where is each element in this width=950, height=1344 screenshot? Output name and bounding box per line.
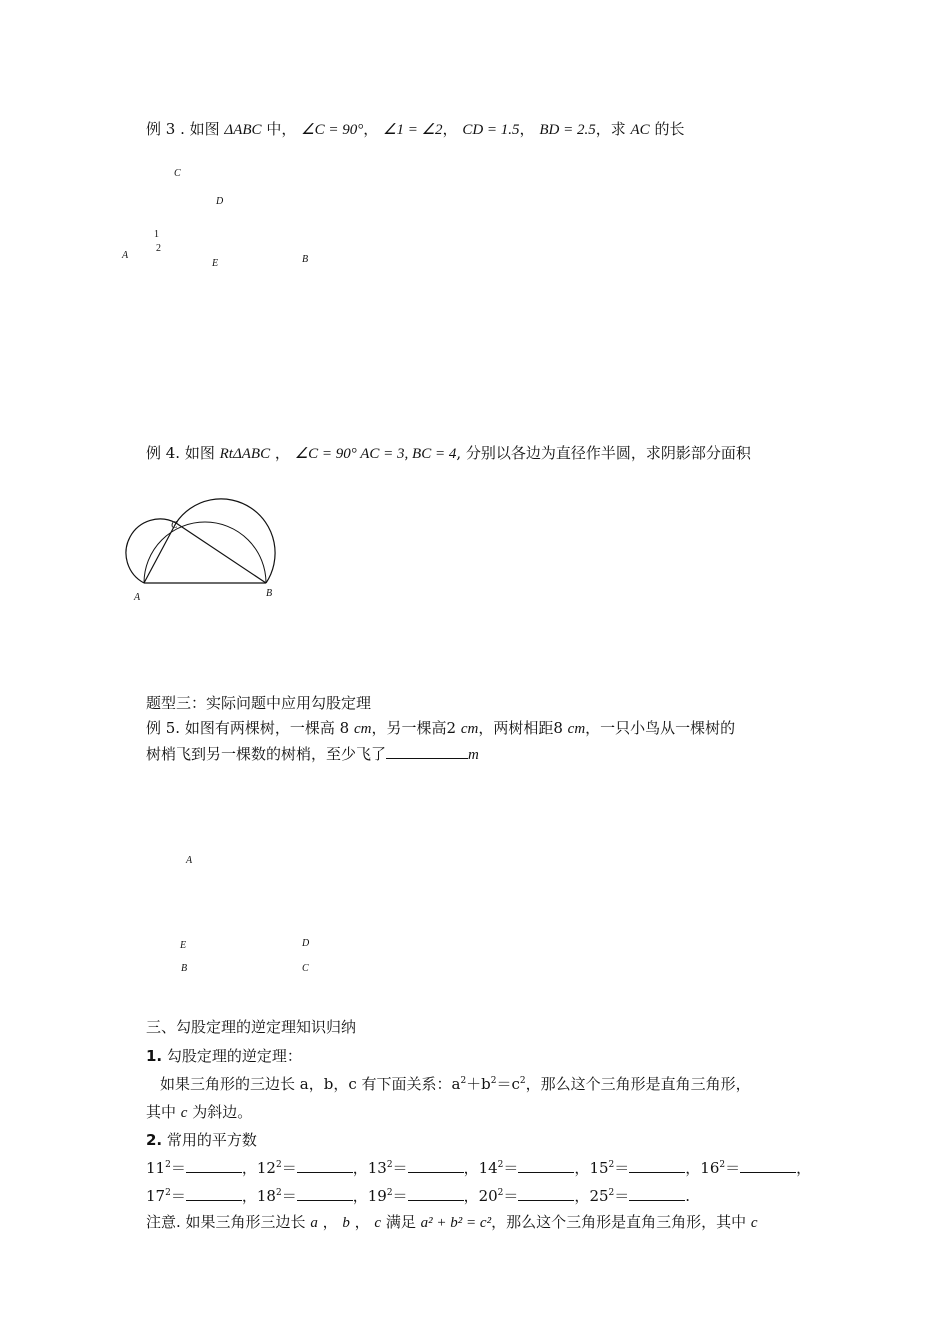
example-5-line-2 (146, 743, 479, 764)
note-var-c-end: c (750, 1215, 758, 1231)
square-answer-blank[interactable] (408, 1186, 464, 1201)
ex5-unit: cm (460, 721, 479, 737)
sec3-point-1-title (146, 1045, 302, 1066)
ex5-text: 例 5. 如图有两棵树，一棵高 (146, 719, 335, 737)
ex5-label-b: B (181, 963, 188, 974)
square-equals: ＝ (392, 1159, 408, 1177)
square-item (479, 1159, 590, 1177)
ex3-sep: ，求 (595, 120, 626, 138)
square-base: 14 (478, 1159, 498, 1177)
square-item (257, 1159, 368, 1177)
square-equals: ＝ (614, 1159, 630, 1177)
ex4-label-b: B (266, 588, 273, 599)
square-separator: ， (574, 1187, 590, 1205)
sec3-p2-number: 2. (146, 1131, 163, 1149)
square-base: 12 (256, 1159, 276, 1177)
square-base: 16 (700, 1159, 720, 1177)
ex4-sep: ， (274, 444, 290, 462)
square-answer-blank[interactable] (740, 1158, 796, 1173)
sec3-p1-text: 其中 (146, 1103, 177, 1121)
ex3-triangle: ΔABC (224, 122, 262, 138)
square-exponent: 2 (275, 1188, 282, 1198)
square-base: 20 (478, 1187, 498, 1205)
sec3-p1-exp: 2 (490, 1076, 497, 1086)
ex4-conditions: ∠C = 90° AC = 3, BC = 4 (294, 446, 457, 462)
square-equals: ＝ (281, 1187, 297, 1205)
square-exponent: 2 (386, 1188, 393, 1198)
square-base: 13 (367, 1159, 387, 1177)
square-item (368, 1159, 479, 1177)
square-equals: ＝ (281, 1159, 297, 1177)
section-3-heading: 三、勾股定理的逆定理知识归纳 (146, 1018, 357, 1036)
square-item (257, 1187, 368, 1205)
square-base: 25 (589, 1187, 609, 1205)
ex4-lune-bc (176, 499, 275, 583)
sec3-p1-exp: 2 (460, 1076, 467, 1086)
ex4-tail: , 分别以各边为直径作半圆，求阴影部分面积 (456, 444, 751, 462)
sec3-p1-number: 1. (146, 1047, 163, 1065)
square-separator: ， (685, 1159, 701, 1177)
square-answer-blank[interactable] (408, 1158, 464, 1173)
square-exponent: 2 (165, 1188, 171, 1198)
sec3-p1-text: 如果三角形的三边长 a，b，c 有下面关系：a (160, 1075, 461, 1093)
ex3-sep: ， (519, 120, 535, 138)
note-equation: a² + b² = c² (420, 1215, 492, 1231)
example-3-statement (146, 118, 684, 139)
ex5-label-d: D (302, 938, 310, 949)
ex4-lune-ac (126, 519, 176, 583)
square-equals: ＝ (725, 1159, 741, 1177)
square-exponent: 2 (386, 1160, 393, 1170)
square-item (589, 1159, 700, 1177)
ex3-label-2: 2 (156, 243, 161, 254)
ex3-label-b: B (302, 254, 309, 265)
square-separator: ， (796, 1159, 812, 1177)
square-item (700, 1159, 811, 1177)
square-item (589, 1187, 690, 1205)
ex3-sep: ， (363, 120, 379, 138)
square-base: 17 (146, 1187, 166, 1205)
sec3-p1-title: 勾股定理的逆定理： (166, 1047, 302, 1065)
sec3-point-2-title (146, 1129, 257, 1150)
square-base: 18 (256, 1187, 276, 1205)
sec3-p1-text: ＝c (496, 1075, 520, 1093)
ex5-height-2: 2 (446, 719, 457, 737)
square-separator: ， (241, 1187, 257, 1205)
square-separator: ， (352, 1159, 368, 1177)
square-exponent: 2 (275, 1160, 282, 1170)
ex3-label-c: C (174, 168, 181, 179)
ex3-label-a: A (122, 250, 129, 261)
ex4-side-bc (176, 523, 266, 583)
square-answer-blank[interactable] (186, 1158, 242, 1173)
ex3-cond-cd: CD = 1.5 (462, 122, 520, 138)
ex3-sep: ， (442, 120, 458, 138)
square-separator: ， (574, 1159, 590, 1177)
sec3-p1-text: 为斜边。 (192, 1103, 253, 1121)
ex5-height-1: 8 (339, 719, 350, 737)
ex3-prefix: 例 3 . 如图 (146, 120, 220, 138)
ex3-cond-bd: BD = 2.5 (539, 122, 596, 138)
square-item (479, 1187, 590, 1205)
ex4-semicircle-figure (120, 495, 285, 595)
ex5-label-e: E (180, 940, 187, 951)
sec3-p1-text: ，那么这个三角形是直角三角形， (525, 1075, 751, 1093)
note-text: 注意. 如果三角形三边长 (146, 1213, 306, 1231)
ex3-cond-angle-c: ∠C = 90° (301, 122, 364, 138)
ex4-label-c: C (171, 520, 178, 531)
square-base: 19 (367, 1187, 387, 1205)
ex5-text: 树梢飞到另一棵数的树梢，至少飞了 (146, 745, 387, 763)
ex5-label-c: C (302, 963, 309, 974)
ex5-text: ，另一棵高 (371, 719, 447, 737)
square-exponent: 2 (497, 1160, 504, 1170)
square-item (146, 1187, 257, 1205)
note-text: ，那么这个三角形是直角三角形，其中 (491, 1213, 747, 1231)
square-equals: ＝ (503, 1159, 519, 1177)
square-separator: ， (463, 1159, 479, 1177)
square-equals: ＝ (392, 1187, 408, 1205)
square-item (146, 1159, 257, 1177)
square-separator: ， (463, 1187, 479, 1205)
note-var-b: b (342, 1215, 350, 1231)
sec3-point-1-body-2 (146, 1101, 252, 1122)
square-exponent: 2 (719, 1160, 726, 1170)
square-separator: . (685, 1187, 691, 1205)
sec3-note: 注意. 如果三角形三边长 a ， b ， c 满足 a² + b² = c²，那么这个三角形是直角三角形，其中 c (146, 1213, 758, 1231)
note-text: 满足 (385, 1213, 416, 1231)
ex5-label-a: A (186, 855, 193, 866)
square-answer-blank[interactable] (629, 1186, 685, 1201)
square-equals: ＝ (503, 1187, 519, 1205)
example-4-statement (146, 442, 751, 463)
ex3-in: 中， (266, 120, 297, 138)
square-exponent: 2 (165, 1160, 171, 1170)
ex3-label-e: E (212, 258, 219, 269)
type-3-heading: 题型三：实际问题中应用勾股定理 (146, 694, 372, 712)
squares-row-2 (146, 1185, 690, 1206)
ex4-prefix: 例 4. 如图 (146, 444, 215, 462)
square-answer-blank[interactable] (186, 1186, 242, 1201)
square-exponent: 2 (608, 1160, 615, 1170)
ex4-side-ac (144, 523, 176, 583)
note-var-c: c (374, 1215, 382, 1231)
square-base: 11 (146, 1159, 166, 1177)
ex3-tail: 的长 (654, 120, 685, 138)
square-equals: ＝ (614, 1187, 630, 1205)
ex3-ac: AC (630, 122, 650, 138)
square-answer-blank[interactable] (518, 1158, 574, 1173)
ex4-triangle: RtΔABC (219, 446, 271, 462)
squares-row-1 (146, 1157, 811, 1178)
square-answer-blank[interactable] (297, 1158, 353, 1173)
square-item (368, 1187, 479, 1205)
ex5-answer-unit: m (468, 747, 479, 763)
square-separator: ， (352, 1187, 368, 1205)
square-exponent: 2 (497, 1188, 504, 1198)
square-answer-blank[interactable] (629, 1158, 685, 1173)
ex5-unit: cm (567, 721, 586, 737)
ex5-answer-blank[interactable] (386, 744, 468, 759)
ex3-label-d: D (216, 196, 224, 207)
ex5-distance: 8 (553, 719, 563, 737)
ex4-label-a: A (134, 592, 141, 603)
ex5-text: ，两树相距 (478, 719, 554, 737)
square-answer-blank[interactable] (518, 1186, 574, 1201)
sec3-point-1-body (160, 1073, 751, 1094)
note-var-a: a (310, 1215, 318, 1231)
ex5-unit: cm (353, 721, 372, 737)
sec3-p1-text: ＋b (466, 1075, 491, 1093)
sec3-p1-exp: 2 (519, 1076, 526, 1086)
ex3-label-1: 1 (154, 229, 159, 240)
square-equals: ＝ (170, 1159, 186, 1177)
sec3-p1-var-c: c (180, 1105, 188, 1121)
ex5-text: ，一只小鸟从一棵树的 (585, 719, 736, 737)
square-exponent: 2 (608, 1188, 615, 1198)
ex3-cond-angles: ∠1 = ∠2 (383, 122, 443, 138)
example-5-line-1 (146, 717, 735, 738)
square-base: 15 (589, 1159, 609, 1177)
square-separator: ， (241, 1159, 257, 1177)
ex4-semicircle-ab (144, 522, 266, 583)
sec3-p2-title: 常用的平方数 (166, 1131, 257, 1149)
square-equals: ＝ (170, 1187, 186, 1205)
square-answer-blank[interactable] (297, 1186, 353, 1201)
